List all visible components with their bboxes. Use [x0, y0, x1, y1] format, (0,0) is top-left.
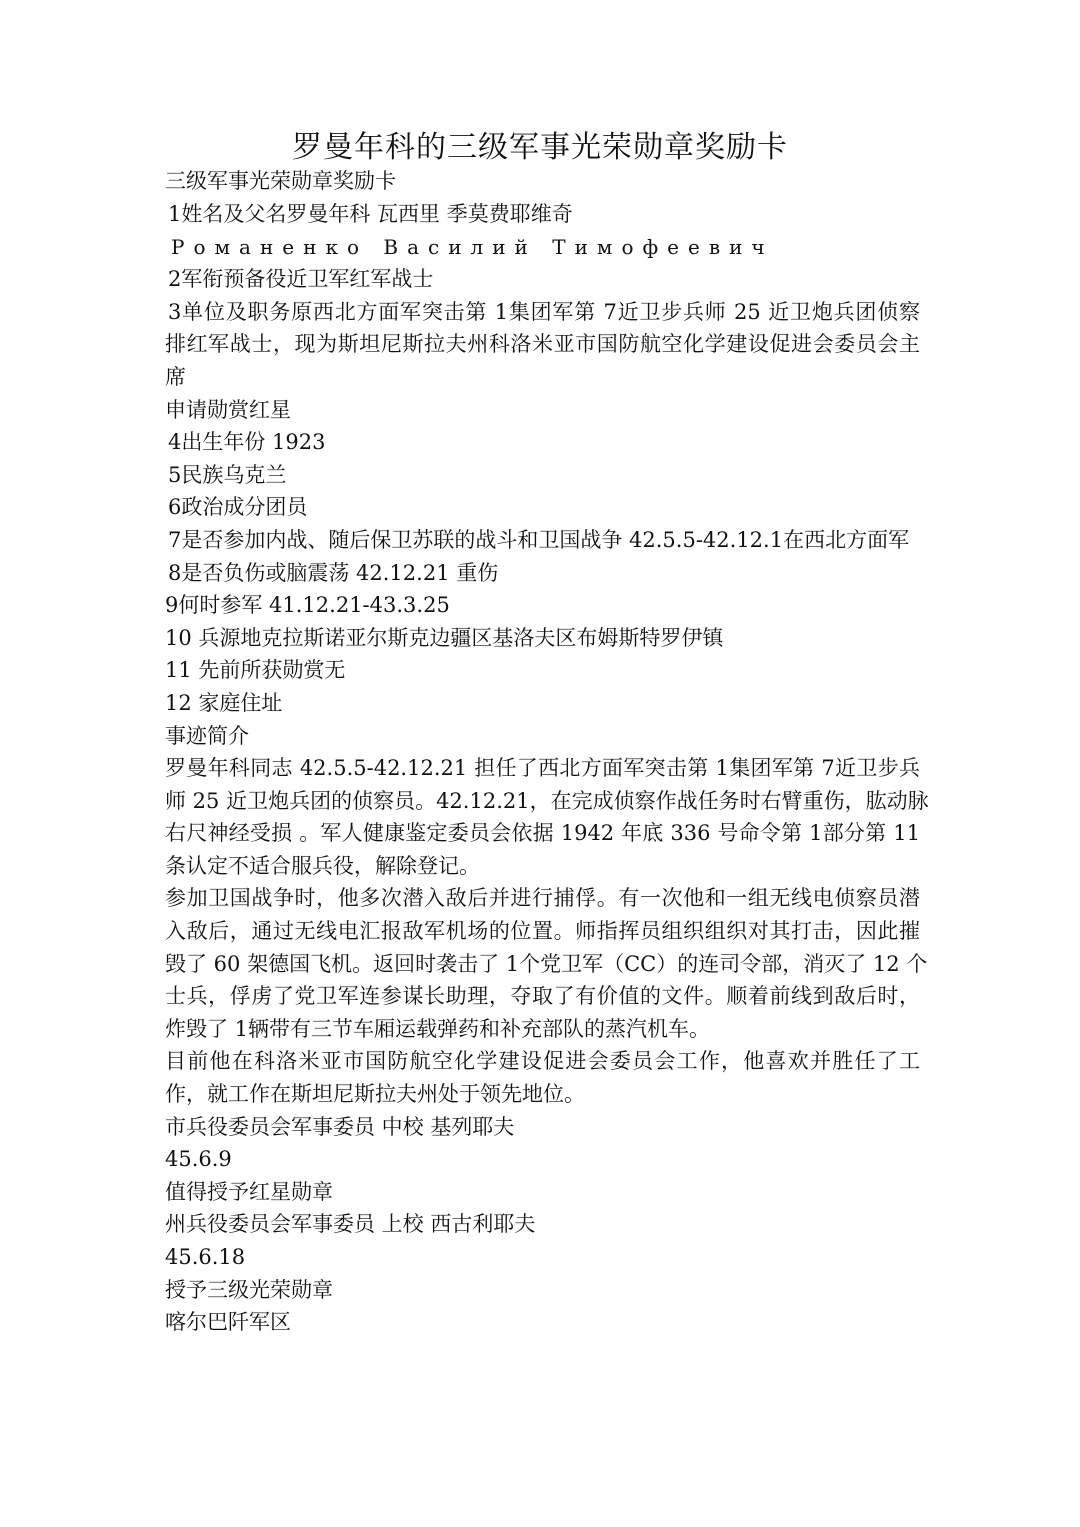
summary-paragraph-1 [165, 752, 929, 882]
field-name-cn: 1姓名及父名罗曼年科 瓦西里 季莫费耶维奇 [168, 202, 573, 226]
paragraph-line: 目前他在科洛米亚市国防航空化学建设促进会委员会工作，他喜欢并胜任了工 [165, 1049, 920, 1074]
city-signer: 市兵役委员会军事委员 中校 基列耶夫 [165, 1114, 515, 1139]
field-name-ru: Романенко Василий Тимофеевич [171, 234, 774, 259]
field-enlistment: 10 兵源地克拉斯诺亚尔斯克边疆区基洛夫区布姆斯特罗伊镇 [165, 625, 724, 650]
paragraph-line: 罗曼年科同志 42.5.5-42.12.21 担任了西北方面军突击第 1集团军第 7近卫步兵 [165, 756, 920, 781]
field-war-participation: 7是否参加内战、随后保卫苏联的战斗和卫国战争 42.5.5-42.12.1在西北方面军 [168, 527, 910, 552]
field-home-address: 12 家庭住址 [165, 690, 283, 715]
field-birth-year: 4出生年份 1923 [168, 430, 326, 455]
document-body [165, 198, 929, 1339]
paragraph-line: 入敌后，通过无线电汇报敌军机场的位置。师指挥员组织组织对其打击，因此摧 [165, 919, 920, 944]
paragraph-line: 右尺神经受损 。军人健康鉴定委员会依据 1942 年底 336 号命令第 1部分第 11 [165, 821, 920, 846]
field-unit [165, 296, 920, 394]
military-district: 喀尔巴阡军区 [165, 1310, 291, 1335]
paragraph-line: 毁了 60 架德国飞机。返回时袭击了 1个党卫军（CC）的连司令部，消灭了 12 个 [165, 951, 928, 976]
document-title: 罗曼年科的三级军事光荣勋章奖励卡 [292, 130, 788, 165]
field-party: 6政治成分团员 [168, 495, 308, 520]
field-previous-awards: 11 先前所获勋赏无 [165, 658, 346, 683]
document-subtitle: 三级军事光荣勋章奖励卡 [165, 169, 396, 193]
field-wounds: 8是否负伤或脑震荡 42.12.21 重伤 [168, 560, 499, 585]
oblast-decision: 授予三级光荣勋章 [165, 1277, 333, 1302]
paragraph-line: 作，就工作在斯坦尼斯拉夫州处于领先地位。 [165, 1082, 585, 1107]
oblast-signer: 州兵役委员会军事委员 上校 西古利耶夫 [165, 1212, 536, 1237]
summary-heading: 事迹简介 [165, 723, 249, 748]
field-unit-line: 排红军战士，现为斯坦尼斯拉夫州科洛米亚市国防航空化学建设促进会委员会主 [165, 332, 920, 357]
field-unit-line: 3单位及职务原西北方面军突击第 1集团军第 7近卫步兵师 25 近卫炮兵团侦察 [168, 299, 920, 324]
field-award-request: 申请勋赏红星 [165, 397, 291, 422]
summary-paragraph-3 [165, 1045, 920, 1110]
field-service-period: 9何时参军 41.12.21-43.3.25 [165, 593, 450, 618]
paragraph-line: 师 25 近卫炮兵团的侦察员。42.12.21，在完成侦察作战任务时右臂重伤，肱动脉 [165, 788, 929, 813]
oblast-date: 45.6.18 [165, 1245, 246, 1269]
field-nationality: 5民族乌克兰 [168, 462, 287, 487]
city-decision: 值得授予红星勋章 [165, 1179, 333, 1204]
summary-paragraph-2 [165, 882, 928, 1045]
paragraph-line: 参加卫国战争时，他多次潜入敌后并进行捕俘。有一次他和一组无线电侦察员潜 [165, 886, 920, 911]
city-date: 45.6.9 [165, 1147, 232, 1172]
paragraph-line: 士兵，俘虏了党卫军连参谋长助理，夺取了有价值的文件。顺着前线到敌后时， [165, 984, 920, 1009]
paragraph-line: 条认定不适合服兵役，解除登记。 [165, 853, 480, 878]
paragraph-line: 炸毁了 1辆带有三节车厢运载弹药和补充部队的蒸汽机车。 [165, 1016, 711, 1041]
field-unit-line: 席 [165, 364, 186, 389]
field-rank: 2军衔预备役近卫军红军战士 [168, 267, 434, 292]
